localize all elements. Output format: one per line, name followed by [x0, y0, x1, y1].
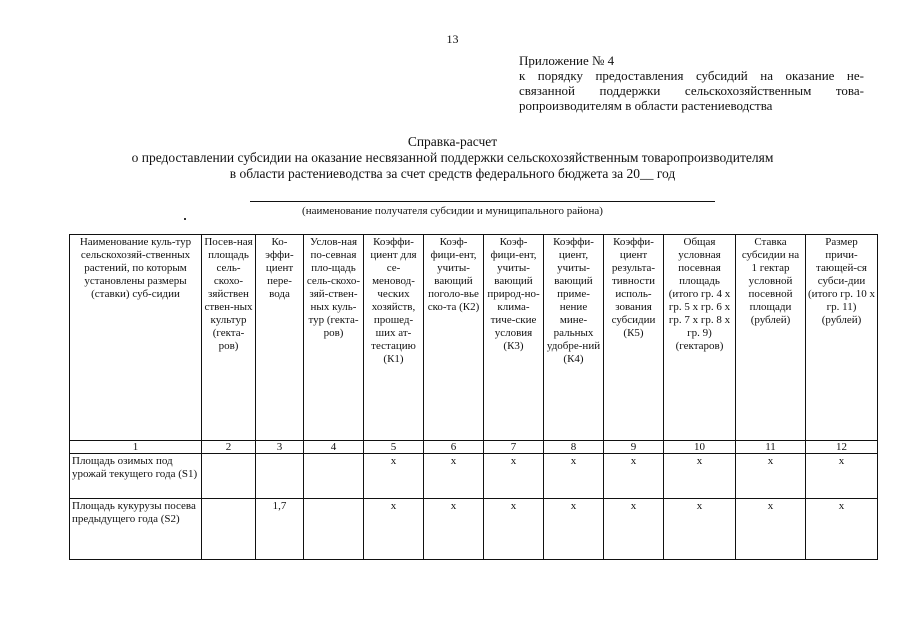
table-cell [202, 454, 256, 499]
table-cell: х [736, 499, 806, 560]
header-conversion-coefficient: Ко-эффи-циент пере-вода [256, 235, 304, 441]
column-number: 8 [544, 441, 604, 454]
table-cell: х [604, 454, 664, 499]
table-cell: х [364, 499, 424, 560]
table-cell: х [664, 454, 736, 499]
header-k2: Коэф-фици-ент, учиты-вающий поголо-вье ско-та (К2) [424, 235, 484, 441]
row-label: Площадь озимых под урожай текущего года (S1) [70, 454, 202, 499]
table-cell: х [364, 454, 424, 499]
table-cell: х [664, 499, 736, 560]
table-cell [256, 454, 304, 499]
column-number: 2 [202, 441, 256, 454]
column-number: 10 [664, 441, 736, 454]
table-header-row [70, 235, 878, 441]
column-number-row [70, 441, 878, 454]
header-k4: Коэффи-циент, учиты-вающий приме-нение мине-ральных удобре-ний (К4) [544, 235, 604, 441]
column-number: 12 [806, 441, 878, 454]
column-number: 6 [424, 441, 484, 454]
column-number: 1 [70, 441, 202, 454]
header-k1: Коэффи-циент для се-меновод-ческих хозяйств, прошед-ших ат-тестацию (К1) [364, 235, 424, 441]
calculation-table [69, 234, 878, 560]
recipient-blank-line [250, 201, 715, 202]
header-culture-name: Наименование куль-тур сельскохозяй-ственных растений, по которым установлены размеры (ставки) суб-сидии [70, 235, 202, 441]
appendix-block [519, 53, 864, 113]
table-cell: х [736, 454, 806, 499]
table-cell: х [424, 499, 484, 560]
column-number: 3 [256, 441, 304, 454]
page-number: 13 [446, 32, 459, 46]
header-conditional-sown-area: Услов-ная по-севная пло-щадь сель-скохо-зяй-ствен-ных куль-тур (гекта-ров) [304, 235, 364, 441]
header-k5: Коэффи-циент результа-тивности исполь-зования субсидии (К5) [604, 235, 664, 441]
row-label: Площадь кукурузы посева предыдущего года (S2) [70, 499, 202, 560]
column-number: 5 [364, 441, 424, 454]
column-number: 11 [736, 441, 806, 454]
header-subsidy-rate: Ставка субсидии на 1 гектар условной посевной площади (рублей) [736, 235, 806, 441]
column-number: 9 [604, 441, 664, 454]
table-cell: х [424, 454, 484, 499]
table-cell: х [806, 499, 878, 560]
table-cell [202, 499, 256, 560]
appendix-title: Приложение № 4 [519, 53, 615, 68]
table-row-winter-crops [70, 454, 878, 499]
table-cell: х [806, 454, 878, 499]
column-number: 7 [484, 441, 544, 454]
table-cell: 1,7 [256, 499, 304, 560]
header-sown-area: Посев-ная площадь сель-скохо-зяйствен ствен-ных культур (гекта-ров) [202, 235, 256, 441]
title-line-1: Справка-расчет [407, 134, 498, 149]
table-cell [304, 454, 364, 499]
header-k3: Коэф-фици-ент, учиты-вающий природ-но-клима-тиче-ские условия (К3) [484, 235, 544, 441]
table-cell: х [544, 499, 604, 560]
column-number: 4 [304, 441, 364, 454]
table-row-corn [70, 499, 878, 560]
stray-dot [184, 218, 186, 220]
document-title [0, 134, 905, 182]
recipient-caption: (наименование получателя субсидии и муниципального района) [302, 205, 603, 217]
table-cell [304, 499, 364, 560]
appendix-line-3: ропроизводителям в области растениеводства [519, 98, 773, 113]
appendix-line-2: связанной поддержки сельскохозяйственным това- [519, 83, 864, 98]
title-line-3: в области растениеводства за счет средств федерального бюджета за 20__ год [229, 166, 676, 181]
appendix-line-1: к порядку предоставления субсидий на оказание не- [519, 68, 864, 83]
title-line-2: о предоставлении субсидии на оказание несвязанной поддержки сельскохозяйственным товаропроизводителям [131, 150, 774, 165]
header-subsidy-amount: Размер причи-тающей-ся субси-дии (итого гр. 10 х гр. 11) (рублей) [806, 235, 878, 441]
table-cell: х [604, 499, 664, 560]
table-cell: х [544, 454, 604, 499]
table-cell: х [484, 499, 544, 560]
table-cell: х [484, 454, 544, 499]
header-total-conditional-area: Общая условная посевная площадь (итого гр. 4 х гр. 5 х гр. 6 х гр. 7 х гр. 8 х гр. 9) (гектаров) [664, 235, 736, 441]
